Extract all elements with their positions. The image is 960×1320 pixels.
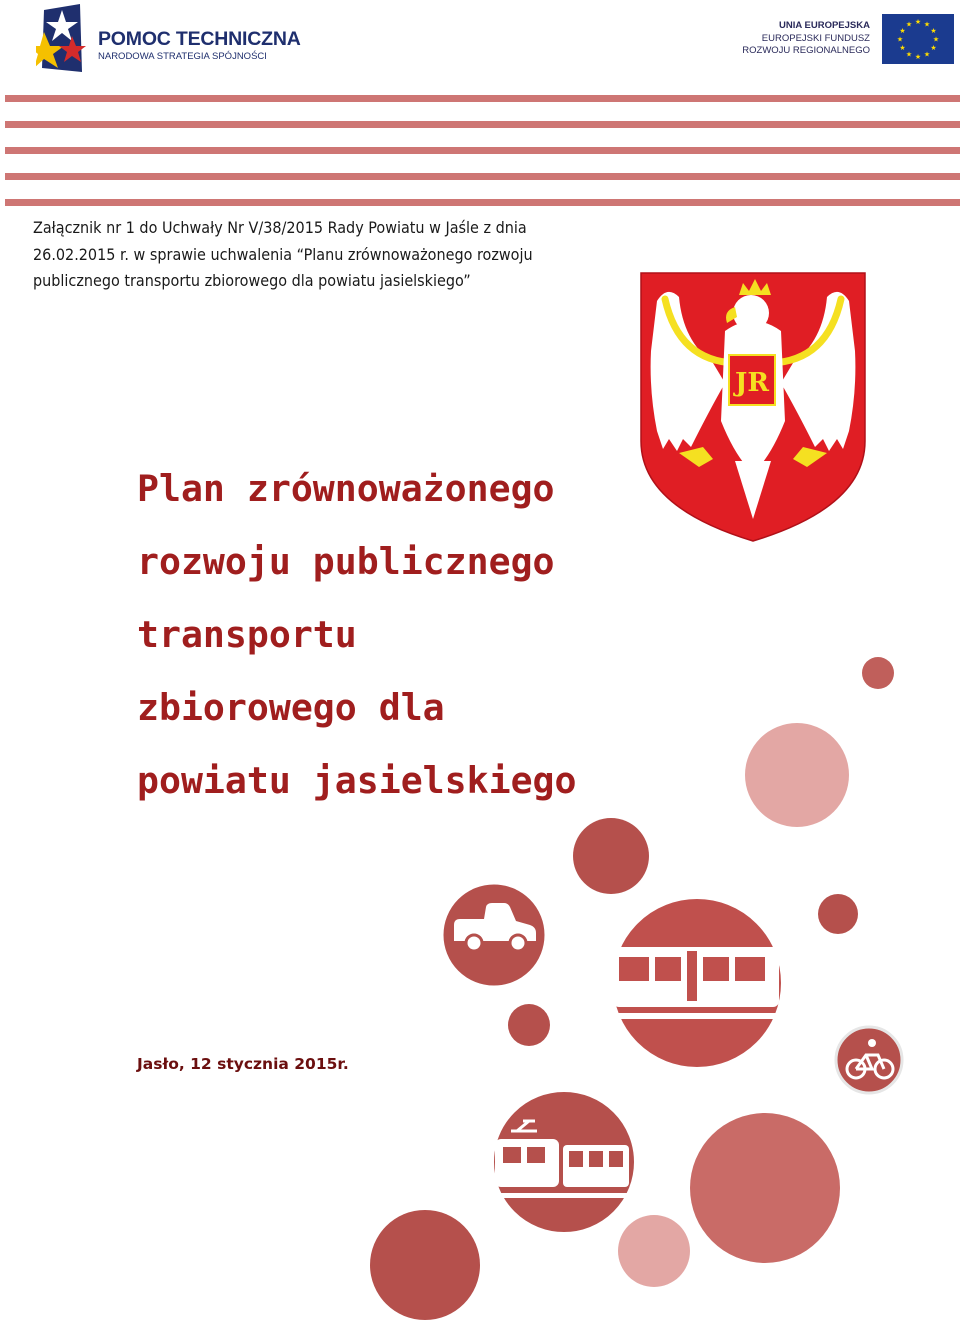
decor-circle	[573, 818, 649, 894]
title-line4: zbiorowego dla	[137, 686, 445, 729]
caption-line2: 26.02.2015 r. w sprawie uchwalenia “Planu zrównoważonego rozwoju	[33, 244, 533, 264]
car-icon	[440, 881, 548, 989]
header-stripe	[5, 173, 960, 180]
pomoc-techniczna-logo	[36, 2, 306, 78]
title-line3: transportu	[137, 613, 357, 656]
header-stripe	[5, 199, 960, 206]
svg-text:★: ★	[930, 44, 937, 52]
svg-text:★: ★	[899, 27, 906, 35]
decor-circle	[690, 1113, 840, 1263]
svg-text:JR: JR	[735, 368, 769, 398]
svg-text:★: ★	[914, 18, 922, 26]
svg-text:★: ★	[905, 50, 913, 59]
document-title	[137, 452, 657, 817]
coat-of-arms-eagle-icon	[639, 271, 867, 543]
bus-icon	[607, 893, 787, 1073]
eu-flag-icon	[882, 14, 954, 64]
svg-text:★: ★	[896, 35, 904, 44]
eu-logo-line1: UNIA EUROPEJSKA	[779, 20, 870, 31]
svg-text:★: ★	[899, 44, 906, 52]
resolution-caption	[33, 215, 623, 295]
svg-text:★: ★	[923, 20, 931, 29]
svg-text:★: ★	[914, 53, 922, 61]
svg-text:★: ★	[923, 50, 931, 59]
header-stripe	[5, 121, 960, 128]
title-line5: powiatu jasielskiego	[137, 759, 577, 802]
eu-logo-line2: EUROPEJSKI FUNDUSZ	[761, 32, 870, 44]
eu-logo	[740, 14, 954, 64]
svg-text:★: ★	[930, 27, 937, 35]
svg-text:★: ★	[905, 20, 913, 29]
bicycle-icon	[834, 1025, 904, 1095]
caption-line1: Załącznik nr 1 do Uchwały Nr V/38/2015 Rady Powiatu w Jaśle z dnia	[33, 218, 527, 237]
title-line2: rozwoju publicznego	[137, 540, 555, 583]
decor-circle	[862, 657, 894, 689]
document-date: Jasło, 12 stycznia 2015r.	[137, 1055, 349, 1073]
svg-text:★: ★	[932, 35, 940, 44]
left-logo-subtitle: NARODOWA STRATEGIA SPÓJNOŚCI	[98, 51, 267, 62]
eu-logo-line3: ROZWOJU REGIONALNEGO	[742, 45, 870, 56]
decor-circle	[370, 1210, 480, 1320]
decor-circle	[818, 894, 858, 934]
header-stripe	[5, 95, 960, 102]
pomoc-techniczna-logo-icon	[36, 2, 88, 76]
left-logo-title: POMOC TECHNICZNA	[98, 28, 301, 50]
header-stripe	[5, 147, 960, 154]
decor-circle	[508, 1004, 550, 1046]
title-line1: Plan zrównoważonego	[137, 467, 555, 510]
train-icon	[489, 1087, 639, 1237]
caption-line3: publicznego transportu zbiorowego dla powiatu jasielskiego”	[33, 271, 471, 290]
decor-circle	[745, 723, 849, 827]
